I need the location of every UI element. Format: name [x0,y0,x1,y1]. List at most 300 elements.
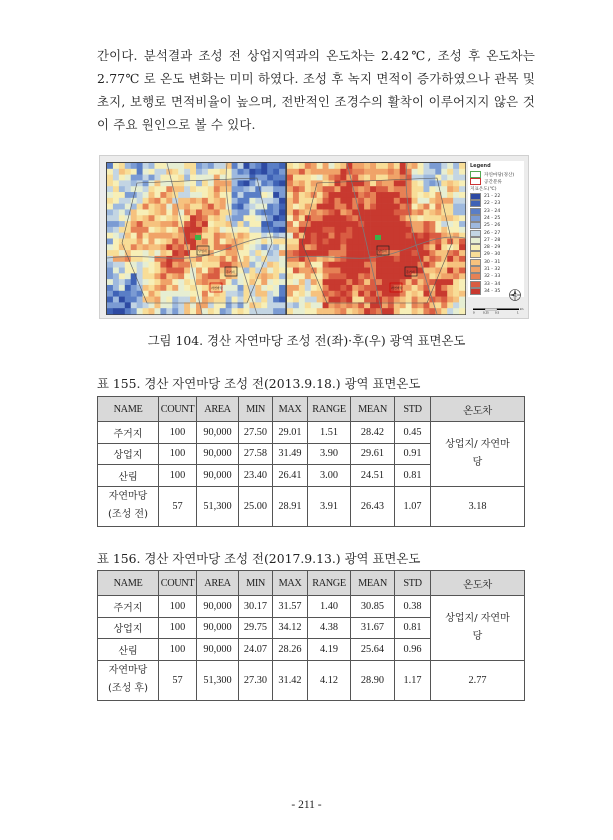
map-cell [190,163,196,169]
map-cell [334,163,340,169]
map-cell [255,169,261,175]
map-cell [184,175,190,181]
map-cell [459,244,465,250]
map-cell [261,268,267,274]
map-cell [178,192,184,198]
figure-caption: 그림 104. 경산 자연마당 조성 전(좌)·후(우) 광역 표면온도 [147,333,466,348]
map-cell [107,204,113,210]
map-cell [154,163,160,169]
map-cell [382,256,388,262]
map-cell [154,308,160,314]
map-cell [249,262,255,268]
map-cell [406,273,412,279]
map-cell [453,308,459,314]
map-cell [196,180,202,186]
map-cell [287,302,293,308]
map-cell [149,227,155,233]
map-cell [125,308,131,314]
map-cell [435,291,441,297]
map-cell [358,297,364,303]
map-cell [453,268,459,274]
map-cell [287,192,293,198]
map-cell [279,273,285,279]
map-cell [243,209,249,215]
map-cell [279,175,285,181]
map-cell [459,291,465,297]
map-cell [412,209,418,215]
map-cell [287,163,293,169]
map-cell [137,262,143,268]
map-cell [459,204,465,210]
map-cell [131,268,137,274]
map-cell [178,204,184,210]
map-cell [261,285,267,291]
map-cell [293,204,299,210]
map-cell [119,308,125,314]
map-cell [267,279,273,285]
map-cell [202,192,208,198]
map-cell [358,268,364,274]
name-line2: (조성 전) [108,509,148,521]
map-cell [226,297,232,303]
map-cell [418,186,424,192]
map-cell [370,291,376,297]
map-cell [178,268,184,274]
map-cell [329,273,335,279]
map-cell [352,227,358,233]
map-cell [243,163,249,169]
map-cell [352,250,358,256]
map-cell [166,215,172,221]
cell: 90,000 [197,596,239,618]
map-cell [226,233,232,239]
map-cell [279,192,285,198]
map-cell [267,308,273,314]
legend-subtitle: 지표온도(℃) [470,187,497,193]
map-cell [334,227,340,233]
map-cell [214,233,220,239]
map-cell [334,268,340,274]
map-cell [352,285,358,291]
map-cell [346,244,352,250]
map-cell [113,198,119,204]
map-cell [160,204,166,210]
cell: 57 [159,486,197,526]
map-cell [149,291,155,297]
map-cell [143,180,149,186]
map-cell [370,204,376,210]
map-cell [154,279,160,285]
map-cell [447,297,453,303]
map-cell [143,308,149,314]
map-cell [226,227,232,233]
north-arrow-icon [507,286,523,302]
map-cell [412,204,418,210]
map-cell [334,221,340,227]
map-cell [196,192,202,198]
map-cell [429,204,435,210]
map-cell [279,163,285,169]
map-cell [160,297,166,303]
map-cell [220,215,226,221]
map-cell [131,308,137,314]
map-cell [305,302,311,308]
map-cell [406,308,412,314]
cell: 31.49 [273,443,308,465]
cell: 0.81 [395,617,431,639]
map-cell [299,169,305,175]
map-cell [226,239,232,245]
map-cell [382,209,388,215]
col-mean: MEAN [351,571,395,596]
map-cell [125,175,131,181]
map-cell [364,285,370,291]
map-cell [441,291,447,297]
map-cell [107,192,113,198]
map-cell [441,273,447,279]
map-cell [226,308,232,314]
map-cell [435,285,441,291]
map-cell [255,256,261,262]
map-cell [113,175,119,181]
map-cell [196,221,202,227]
map-cell [125,198,131,204]
map-cell [125,180,131,186]
map-cell [184,279,190,285]
map-before [106,162,286,315]
map-cell [400,186,406,192]
legend-swatch [470,266,481,273]
map-cell [299,273,305,279]
map-cell [267,215,273,221]
map-cell [311,291,317,297]
map-cell [119,192,125,198]
map-cell [412,192,418,198]
map-cell [358,279,364,285]
map-cell [346,209,352,215]
map-cell [172,279,178,285]
map-cell [334,244,340,250]
map-cell [418,297,424,303]
map-cell [143,227,149,233]
map-cell [107,227,113,233]
map-cell [232,180,238,186]
map-cell [329,198,335,204]
map-cell [317,227,323,233]
map-cell [107,209,113,215]
map-cell [226,256,232,262]
map-cell [149,209,155,215]
cell: 0.91 [395,443,431,465]
map-cell [358,244,364,250]
legend-item-space: 공간분류 [484,179,502,185]
map-cell [311,285,317,291]
map-cell [214,180,220,186]
map-cell [196,186,202,192]
map-cell [249,233,255,239]
map-cell [184,192,190,198]
col-area: AREA [197,397,239,422]
map-cell [261,244,267,250]
map-cell [214,239,220,245]
map-cell [107,169,113,175]
map-cell [412,163,418,169]
map-cell [447,215,453,221]
map-cell [412,291,418,297]
map-cell [249,192,255,198]
map-cell [196,209,202,215]
map-cell [305,273,311,279]
cell: 27.30 [239,660,273,700]
map-cell [154,285,160,291]
map-cell [202,204,208,210]
cell: 90,000 [197,422,239,444]
map-cell [388,215,394,221]
map-cell [299,204,305,210]
map-cell [273,297,279,303]
map-cell [255,198,261,204]
map-cell [412,221,418,227]
map-cell [196,279,202,285]
table-row [98,660,525,700]
legend-swatch [470,259,481,266]
map-cell [382,163,388,169]
map-cell [435,227,441,233]
cell-merged-diff: 상업지/ 자연마당 [431,422,525,487]
map-cell [214,227,220,233]
map-cell [273,175,279,181]
map-cell [166,250,172,256]
map-cell [184,268,190,274]
map-cell [202,273,208,279]
map-cell [160,169,166,175]
cell: 3.91 [308,486,351,526]
map-cell [388,198,394,204]
map-cell [226,279,232,285]
map-cell [329,215,335,221]
map-cell [287,227,293,233]
map-cell [267,285,273,291]
map-cell [149,198,155,204]
map-cell [196,169,202,175]
legend-class-label: 28 - 29 [484,245,501,251]
map-cell [184,204,190,210]
map-cell [394,227,400,233]
map-cell [107,268,113,274]
map-cell [143,279,149,285]
legend-swatch [470,273,481,280]
map-cell [220,163,226,169]
map-cell [255,215,261,221]
legend-class-label: 32 - 33 [484,274,501,280]
map-cell [346,285,352,291]
legend-class-item [470,215,522,222]
map-cell [418,175,424,181]
map-cell [255,250,261,256]
map-cell [202,297,208,303]
map-cell [107,244,113,250]
map-cell [447,209,453,215]
map-cell [418,273,424,279]
legend-class-item [470,259,522,266]
map-cell [154,227,160,233]
sample-area-label: 상업지 [378,249,387,253]
map-cell [226,250,232,256]
map-cell [329,227,335,233]
map-cell [435,250,441,256]
map-cell [178,233,184,239]
map-cell [238,233,244,239]
map-cell [160,268,166,274]
map-cell [334,204,340,210]
map-cell [429,175,435,181]
map-cell [406,175,412,181]
map-cell [334,279,340,285]
map-cell [346,227,352,233]
map-cell [267,268,273,274]
map-cell [196,198,202,204]
map-cell [249,175,255,181]
map-cell [261,279,267,285]
map-cell [441,279,447,285]
map-cell [323,209,329,215]
map-cell [323,175,329,181]
map-cell [267,180,273,186]
col-count: COUNT [159,571,197,596]
map-cell [131,175,137,181]
table-row [98,422,525,444]
map-cell [299,302,305,308]
map-cell [232,279,238,285]
map-cell [154,256,160,262]
map-cell [143,221,149,227]
map-cell [323,291,329,297]
map-cell [352,221,358,227]
map-cell [429,262,435,268]
map-cell [261,227,267,233]
map-cell [447,169,453,175]
map-cell [243,204,249,210]
map-cell [459,308,465,314]
map-cell [214,186,220,192]
map-cell [166,268,172,274]
map-cell [370,215,376,221]
map-cell [214,204,220,210]
map-cell [418,198,424,204]
map-cell [418,180,424,186]
map-cell [287,273,293,279]
map-cell [299,262,305,268]
legend-class-item [470,273,522,280]
map-cell [323,233,329,239]
map-cell [429,233,435,239]
map-cell [340,175,346,181]
map-cell [154,192,160,198]
map-cell [317,302,323,308]
map-cell [323,262,329,268]
map-cell [287,285,293,291]
map-cell [143,169,149,175]
map-cell [119,204,125,210]
map-cell [184,180,190,186]
map-cell [394,221,400,227]
map-cell [149,239,155,245]
map-cell [340,180,346,186]
scale-unit: km [520,308,524,312]
map-cell [238,279,244,285]
cell-diff: 2.77 [431,660,525,700]
map-cell [279,279,285,285]
map-cell [154,244,160,250]
map-cell [412,175,418,181]
map-cell [459,285,465,291]
col-range: RANGE [308,571,351,596]
map-cell [287,308,293,314]
map-cell [412,250,418,256]
map-cell [273,180,279,186]
map-cell [249,209,255,215]
map-cell [453,175,459,181]
map-cell [412,169,418,175]
map-cell [160,239,166,245]
map-cell [125,285,131,291]
map-cell [382,227,388,233]
map-cell [214,297,220,303]
map-cell [143,285,149,291]
map-cell [190,204,196,210]
table-row [98,486,525,526]
map-cell [125,221,131,227]
map-cell [334,262,340,268]
map-cell [273,268,279,274]
map-cell [113,302,119,308]
map-cell [125,169,131,175]
map-cell [453,204,459,210]
map-cell [358,204,364,210]
map-cell [119,169,125,175]
map-cell [287,291,293,297]
map-cell [137,169,143,175]
map-cell [346,256,352,262]
map-cell [453,169,459,175]
map-cell [447,192,453,198]
cell: 23.40 [239,465,273,487]
map-cell [329,209,335,215]
map-cell [226,285,232,291]
map-cell [376,163,382,169]
map-cell [329,268,335,274]
map-cell [261,192,267,198]
map-cell [261,273,267,279]
map-cell [113,297,119,303]
map-cell [311,302,317,308]
map-cell [273,186,279,192]
map-cell [376,180,382,186]
map-cell [352,268,358,274]
map-cell [453,297,459,303]
map-cell [352,291,358,297]
map-cell [400,279,406,285]
map-cell [340,192,346,198]
map-cell [214,221,220,227]
cell-name: 상업지 [98,617,159,639]
map-cell [329,169,335,175]
map-cell [406,239,412,245]
map-cell [279,215,285,221]
map-cell [172,221,178,227]
map-cell [287,215,293,221]
map-cell [305,198,311,204]
